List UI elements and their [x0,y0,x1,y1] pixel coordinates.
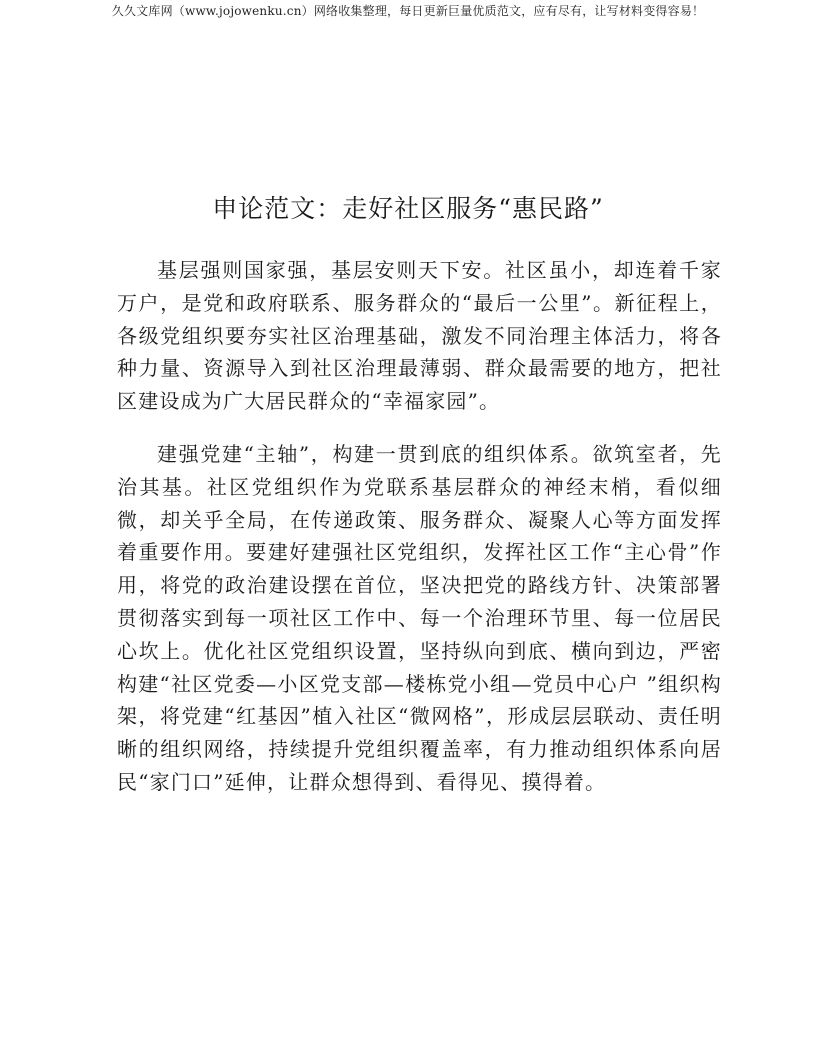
paragraph: 建强党建“主轴”，构建一贯到底的组织体系。欲筑室者，先治其基。社区党组织作为党联系基层群众的神经末梢，看似细微，却关乎全局，在传递政策、服务群众、凝聚人心等方面发挥着重要作用。要建好建强社区党组织，发挥社区工作“主心骨”作用，将党的政治建设摆在首位，坚决把党的路线方针、决策部署贯彻落实到每一项社区工作中、每一个治理环节里、每一位居民心坎上。优化社区党组织设置，坚持纵向到底、横向到边，严密构建“社区党委—小区党支部—楼栋党小组—党员中心户 ”组织构架，将党建“红基因”植入社区“微网格”，形成层层联动、责任明晰的组织网络，持续提升党组织覆盖率，有力推动组织体系向居民“家门口”延伸，让群众想得到、看得见、摸得着。 [117,441,722,794]
paragraph: 基层强则国家强，基层安则天下安。社区虽小，却连着千家万户，是党和政府联系、服务群众的“最后一公里”。新征程上，各级党组织要夯实社区治理基础，激发不同治理主体活力，将各种力量、资源导入到社区治理最薄弱、群众最需要的地方，把社区建设成为广大居民群众的“幸福家园”。 [117,258,722,414]
document-body [117,254,722,799]
header-note: 久久文库网（www.jojowenku.cn）网络收集整理，每日更新巨量优质范文，应有尽有，让写材料变得容易！ [111,4,705,18]
document-title: 申论范文：走好社区服务“惠民路” [212,194,604,223]
